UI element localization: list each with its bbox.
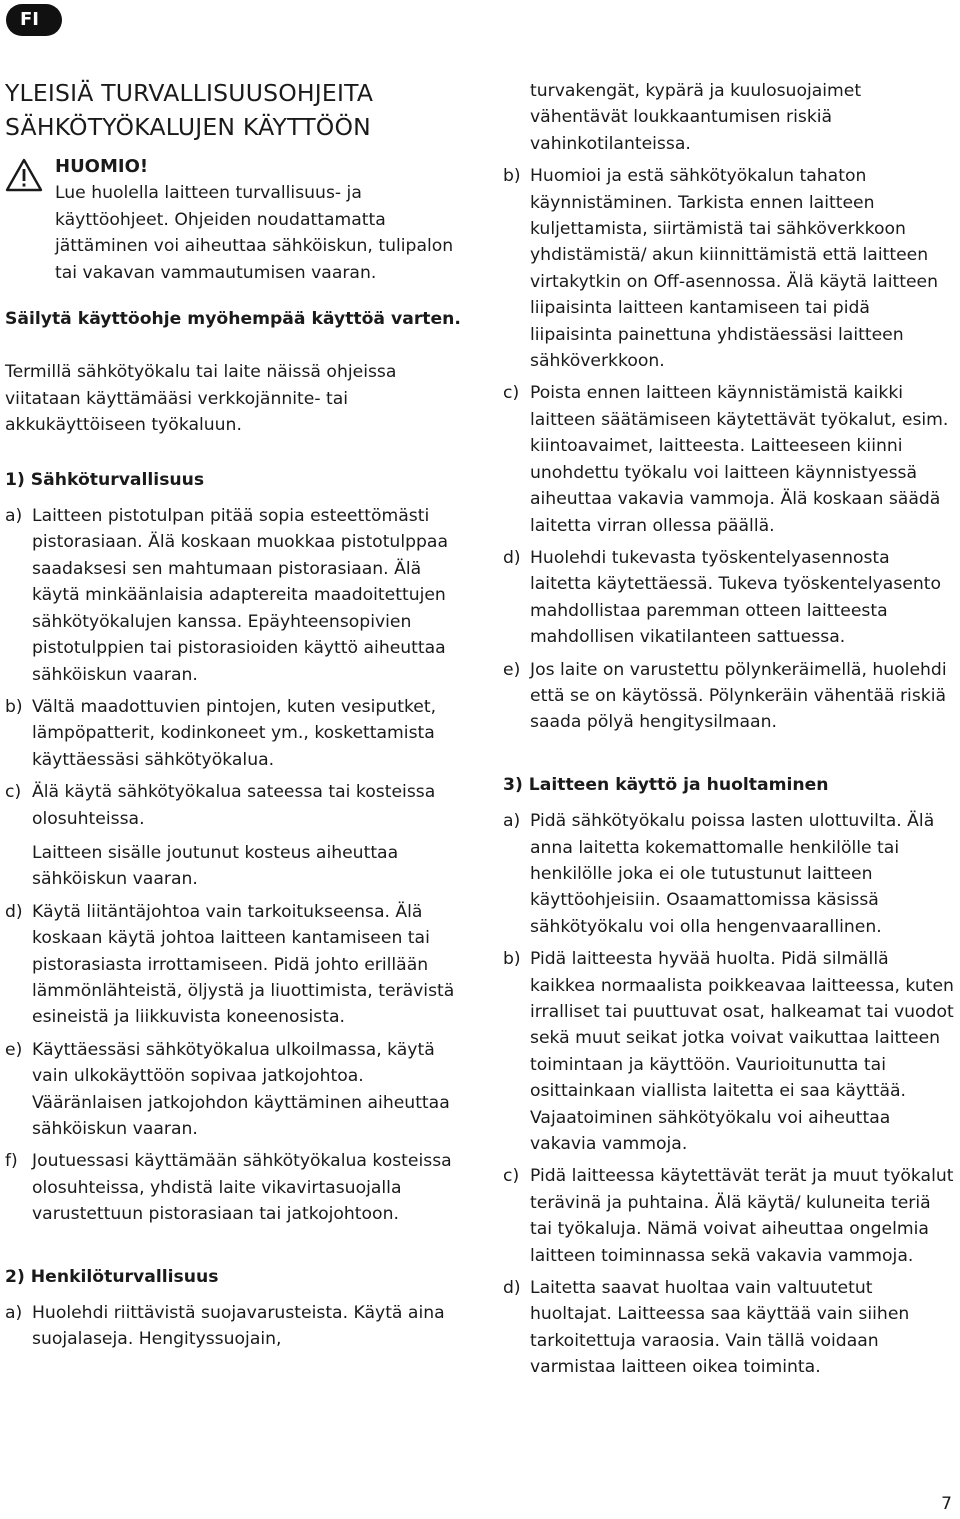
item-label: c): [5, 782, 22, 803]
page-number: 7: [941, 1494, 952, 1514]
item-text: Vältä maadottuvien pintojen, kuten vesiputket, lämpöpatterit, kodinkoneet ym., koskettamista käyttäessäsi sähkötyökalua.: [32, 696, 437, 770]
section-title-personal-safety: 2) Henkilöturvallisuus: [5, 1266, 219, 1287]
item-text: Pidä laitteessa käytettävät terät ja muut työkalut terävinä ja puhtaina. Älä käytä/ kuluneita teriä tai työkaluja. Nämä voivat aiheuttaa ongelmia laitteen toiminnassa sekä vakavia vammoja.: [530, 1166, 954, 1266]
item-label: d): [5, 901, 23, 922]
list-item: [5, 1300, 467, 1353]
title-line-2: SÄHKÖTYÖKALUJEN KÄYTTÖÖN: [5, 113, 371, 141]
warning-triangle-icon: [5, 158, 43, 192]
left-column: [5, 76, 467, 1359]
warning-block: [5, 154, 467, 286]
item-text: Laitetta saavat huoltaa vain valtuutetut huoltajat. Laitteessa saa käyttää vain siihen tarkoitettuja varaosia. Vain tällä voidaan varmistaa laitteen oikea toiminta.: [530, 1278, 910, 1378]
list-item: [5, 779, 467, 893]
right-column: [503, 78, 955, 1387]
item-label: d): [503, 1278, 521, 1299]
section-title-device-use: 3) Laitteen käyttö ja huoltaminen: [503, 774, 829, 795]
title-line-1: YLEISIÄ TURVALLISUUSOHJEITA: [5, 79, 374, 107]
item-text: Poista ennen laitteen käynnistämistä kaikki laitteen säätämiseen käytettävät työkalut, esim. kiintoavaimet, laitteesta. Laitteeseen kiinni unohdettu työkalu voi laitteen käynnistyessä aiheuttaa vakavia vammoja. Älä koskaan säädä laitetta virran ollessa päällä.: [530, 383, 949, 536]
warning-heading: HUOMIO!: [55, 156, 149, 177]
list-item: [503, 946, 955, 1157]
item-label: e): [503, 659, 521, 680]
list-item: [503, 163, 955, 374]
item-label: b): [503, 949, 521, 970]
list-item: [503, 808, 955, 940]
item-text: Laitteen pistotulpan pitää sopia esteettömästi pistorasiaan. Älä koskaan muokkaa pistotulppaa saadaksesi sen mahtumaan pistorasiaan. Älä käytä minkäänlaisia adaptereita maadoitettujen sähkötyökalujen kanssa. Epäyhteensopivien pistotulppien tai pistorasioiden käyttö aiheuttaa sähköiskun vaaran.: [32, 506, 448, 685]
list-item: [5, 503, 467, 688]
language-badge: FI: [6, 4, 62, 36]
item-label: c): [503, 383, 520, 404]
item-label: b): [5, 696, 23, 717]
item-text: Jos laite on varustettu pölynkeräimellä, huolehdi että se on käytössä. Pölynkeräin vähentää riskiä saada pölyä hengitysilmaan.: [530, 659, 947, 733]
list-item: [5, 694, 467, 773]
item-text: Käytä liitäntäjohtoa vain tarkoitukseensa. Älä koskaan käytä johtoa laitteen kantamiseen tai pistorasiasta irrottamiseen. Pidä johto erillään lämmönlähteistä, öljystä ja liuottimista, terävistä esineistä ja liikkuvista koneenosista.: [32, 901, 455, 1028]
item-text: Joutuessasi käyttämään sähkötyökalua kosteissa olosuhteissa, yhdistä laite vikavirtasuojalla varustettuun pistorasiaan tai jatkojohtoon.: [32, 1151, 452, 1225]
continued-text: turvakengät, kypärä ja kuulosuojaimet vähentävät loukkaantumisen riskiä vahinkotilanteissa.: [530, 81, 862, 154]
item-label: e): [5, 1039, 23, 1060]
list-item: [503, 1163, 955, 1269]
item-label: b): [503, 166, 521, 187]
list-item: [5, 1037, 467, 1143]
item-text: Huomioi ja estä sähkötyökalun tahaton käynnistäminen. Tarkista ennen laitteen kuljettamista, siirtämistä tai sähköverkkoon yhdistämistä/ akun kiinnittämistä että laitteen virtakytkin on Off-asennossa. Älä käytä laitteen liipaisinta laitteen kantamiseen tai pidä liipaisinta painettuna yhdistäessäsi laitteen sähköverkkoon.: [530, 166, 939, 372]
page-title: [5, 76, 467, 144]
item-label: a): [5, 1303, 23, 1324]
list-item: [503, 1275, 955, 1381]
keep-manual-note: Säilytä käyttöohje myöhempää käyttöä varten.: [5, 309, 461, 330]
item-extra-text: Laitteen sisälle joutunut kosteus aiheuttaa sähköiskun vaaran.: [32, 842, 399, 890]
item-text: Älä käytä sähkötyökalua sateessa tai kosteissa olosuhteissa.: [32, 782, 436, 829]
item-label: d): [503, 547, 521, 568]
term-note: Termillä sähkötyökalu tai laite näissä ohjeissa viitataan käyttämääsi verkkojännite- tai akkukäyttöiseen työkaluun.: [5, 362, 397, 436]
item-label: a): [503, 811, 521, 832]
item-text: Pidä sähkötyökalu poissa lasten ulottuvilta. Älä anna laitetta kokemattomalle henkilölle tai henkilölle joka ei ole tutustunut laitteen käyttöohjeisiin. Osaamattomissa käsissä sähkötyökalu voi olla hengenvaarallinen.: [530, 811, 935, 937]
item-label: c): [503, 1166, 520, 1187]
list-item: [503, 380, 955, 538]
section-title-electrical-safety: 1) Sähköturvallisuus: [5, 469, 205, 490]
item-label: a): [5, 506, 23, 527]
list-item: [503, 545, 955, 651]
item-label: f): [5, 1151, 18, 1172]
item-text: Huolehdi riittävistä suojavarusteista. Käytä aina suojalaseja. Hengityssuojain,: [32, 1303, 445, 1350]
item-text: Pidä laitteesta hyvää huolta. Pidä silmällä kaikkea normaalista poikkeavaa laitteessa, kuten irralliset tai puuttuvat osat, halkeamat tai vuodot sekä muut seikat jotka voivat vaikuttaa laitteen toimintaan ja käyttöön. Vaurioitunutta tai osittainkaan viallista laitetta ei saa käyttää. Vajaatoiminen sähkötyökalu voi aiheuttaa vakavia vammoja.: [530, 949, 954, 1155]
list-item: [5, 1148, 467, 1227]
item-text: Huolehdi tukevasta työskentelyasennosta laitetta käytettäessä. Tukeva työskentelyasento mahdollistaa paremman otteen laitteesta mahdollisen vikatilanteen sattuessa.: [530, 547, 942, 648]
list-item: [5, 899, 467, 1031]
list-item: [503, 657, 955, 736]
warning-text: Lue huolella laitteen turvallisuus- ja käyttöohjeet. Ohjeiden noudattamatta jättäminen voi aiheuttaa sähköiskun, tulipalon tai vakavan vammautumisen vaaran.: [55, 183, 454, 283]
item-text: Käyttäessäsi sähkötyökalua ulkoilmassa, käytä vain ulkokäyttöön sopivaa jatkojohtoa. Vääränlaisen jatkojohdon käyttäminen aiheuttaa sähköiskun vaaran.: [32, 1039, 450, 1139]
